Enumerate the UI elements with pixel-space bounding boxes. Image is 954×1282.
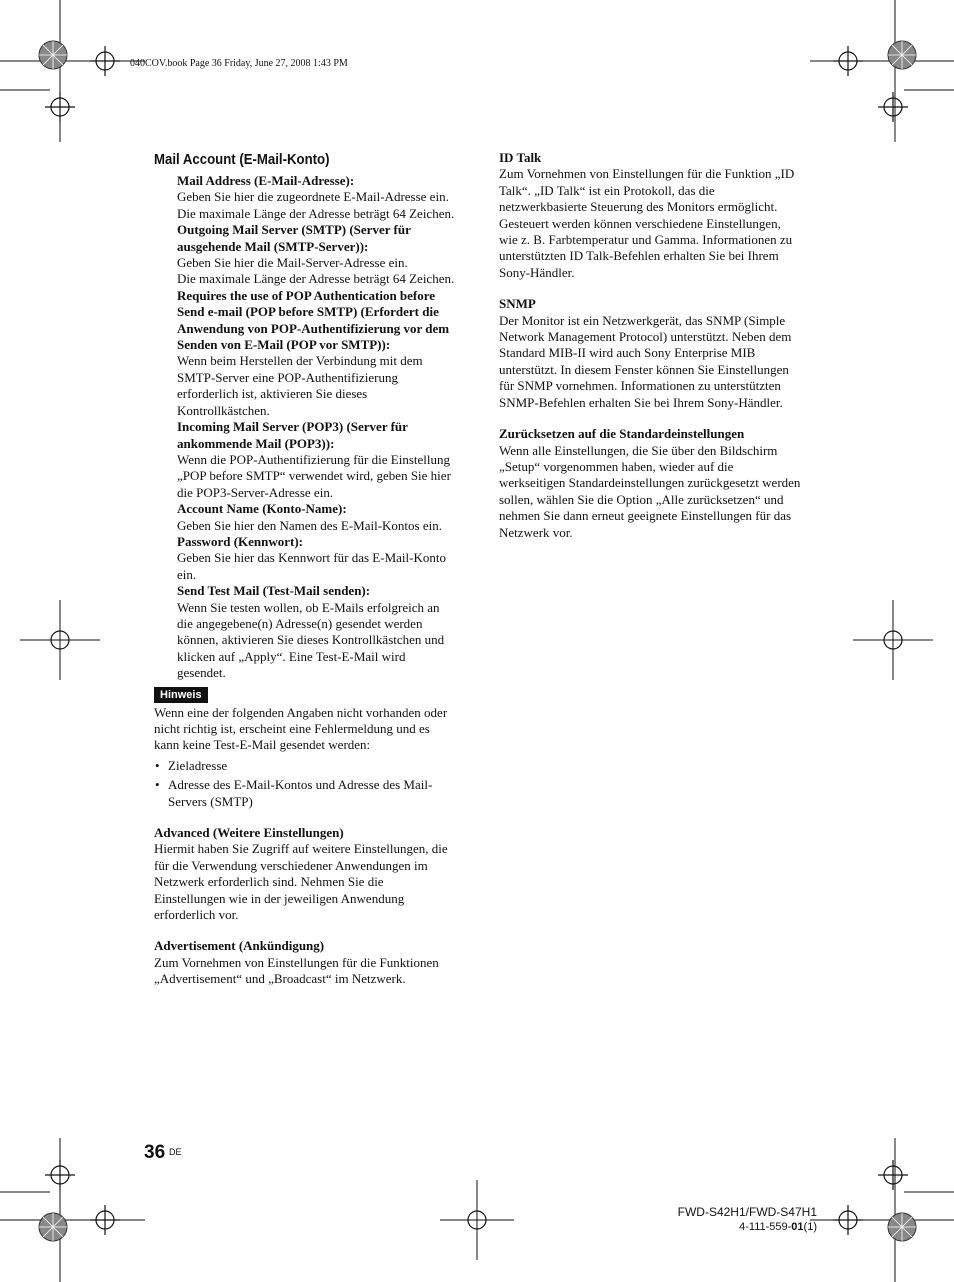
- snmp-title: SNMP: [499, 296, 536, 312]
- entry-mail-address: [154, 173, 456, 222]
- model-number: FWD-S42H1/FWD-S47H1: [677, 1205, 817, 1219]
- entry-text: Geben Sie hier die Mail-Server-Adresse ein.: [177, 255, 408, 271]
- reset-title: Zurücksetzen auf die Standardeinstellungen: [499, 426, 745, 442]
- entry-text: Geben Sie hier die zugeordnete E-Mail-Adresse ein.: [177, 189, 449, 205]
- page-number: 36: [144, 1142, 166, 1163]
- note-bullet-list: [154, 758, 456, 810]
- right-column: [499, 150, 801, 541]
- entry-term: Account Name (Konto-Name):: [177, 501, 347, 517]
- entry-term: Password (Kennwort):: [177, 533, 304, 549]
- entry-term: Requires the use of POP Authentication before Send e-mail (POP before SMTP) (Erfordert die Anwendung von POP-Authentifizierung vor dem Senden von E-Mail (POP vor SMTP)):: [177, 287, 450, 353]
- entry-term: Incoming Mail Server (POP3) (Server für ankommende Mail (POP3)):: [177, 419, 408, 451]
- list-item: • Zieladresse: [154, 758, 456, 774]
- entry-send-test-mail: [154, 583, 456, 681]
- entry-text: Geben Sie hier das Kennwort für das E-Mail-Konto ein.: [177, 550, 446, 582]
- entry-text: Wenn die POP-Authentifizierung für die Einstellung „POP before SMTP“ verwendet wird, geben Sie hier die POP3-Server-Adresse ein.: [177, 451, 451, 500]
- advanced-text: Hiermit haben Sie Zugriff auf weitere Einstellungen, die für die Verwendung verschiedener Anwendungen im Netzwerk erforderlich sind. Nehmen Sie die Einstellungen wie in der jeweiligen Anwendung erforderlich vor.: [154, 841, 448, 923]
- entry-password: [154, 534, 456, 583]
- entry-term: Send Test Mail (Test-Mail senden):: [177, 583, 371, 599]
- left-column: [154, 150, 456, 988]
- document-code: [739, 1220, 817, 1234]
- section-title-mail-account: Mail Account (E-Mail-Konto): [154, 151, 330, 168]
- entry-text: Die maximale Länge der Adresse beträgt 64 Zeichen.: [177, 205, 455, 221]
- entry-term: Mail Address (E-Mail-Adresse):: [177, 173, 355, 188]
- snmp-text: Der Monitor ist ein Netzwerkgerät, das SNMP (Simple Network Management Protocol) unterstützt. Neben dem Standard MIB-II wird auch Sony Enterprise MIB unterstützt. In diesem Fenster können Sie Einstellungen für SNMP vornehmen. Informationen zu unterstützten SNMP-Befehlen erhalten Sie bei Ihrem Sony-Händler.: [499, 312, 792, 410]
- entry-term: Outgoing Mail Server (SMTP) (Server für ausgehende Mail (SMTP-Server)):: [177, 222, 411, 254]
- note-text: Wenn eine der folgenden Angaben nicht vorhanden oder nicht richtig ist, erscheint eine Fehlermeldung und es kann keine Test-E-Mail gesendet werden:: [154, 704, 448, 753]
- code-suffix: (1): [803, 1221, 817, 1233]
- entry-incoming-server: [154, 419, 456, 501]
- code-prefix: 4-111-559-: [739, 1221, 792, 1233]
- advertisement-title: Advertisement (Ankündigung): [154, 938, 325, 954]
- note-badge: Hinweis: [154, 687, 208, 703]
- id-talk-text: Zum Vornehmen von Einstellungen für die Funktion „ID Talk“. „ID Talk“ ist ein Protokoll, das die netzwerkbasierte Steuerung des Monitors ermöglicht. Gesteuert werden können verschiedene Einstellungen, wie z. B. Farbtemperatur und Gamma. Informationen zu unterstützten ID Talk-Befehlen erhalten Sie bei Ihrem Sony-Händler.: [499, 166, 795, 280]
- entry-text: Die maximale Länge der Adresse beträgt 64 Zeichen.: [177, 271, 455, 287]
- entry-outgoing-server: [154, 222, 456, 288]
- entry-text: Geben Sie hier den Namen des E-Mail-Kontos ein.: [177, 517, 442, 533]
- id-talk-title: ID Talk: [499, 150, 542, 165]
- reset-text: Wenn alle Einstellungen, die Sie über den Bildschirm „Setup“ vorgenommen haben, wieder auf die werkseitigen Standardeinstellungen zurückgesetzt werden sollen, wählen Sie die Option „Alle zurücksetzen“ und nehmen Sie dann erneut geeignete Einstellungen für das Netzwerk vor.: [499, 442, 801, 540]
- entry-text: Wenn Sie testen wollen, ob E-Mails erfolgreich an die angegebene(n) Adresse(n) gesendet werden können, aktivieren Sie dieses Kontrollkästchen und klicken auf „Apply“. Eine Test-E-Mail wird gesendet.: [177, 599, 445, 681]
- book-info-header: 040COV.book Page 36 Friday, June 27, 2008 1:43 PM: [130, 58, 348, 69]
- advertisement-text: Zum Vornehmen von Einstellungen für die Funktionen „Advertisement“ und „Broadcast“ im Netzwerk.: [154, 954, 439, 987]
- entry-account-name: [154, 501, 456, 534]
- list-item: • Adresse des E-Mail-Kontos und Adresse des Mail-Servers (SMTP): [154, 777, 456, 810]
- code-bold: 01: [791, 1221, 804, 1233]
- entry-text: Wenn beim Herstellen der Verbindung mit dem SMTP-Server eine POP-Authentifizierung erforderlich ist, aktivieren Sie dieses Kontrollkästchen.: [177, 353, 423, 418]
- entry-pop-before-smtp: [154, 288, 456, 419]
- page-language: DE: [169, 1147, 182, 1157]
- advanced-title: Advanced (Weitere Einstellungen): [154, 825, 344, 841]
